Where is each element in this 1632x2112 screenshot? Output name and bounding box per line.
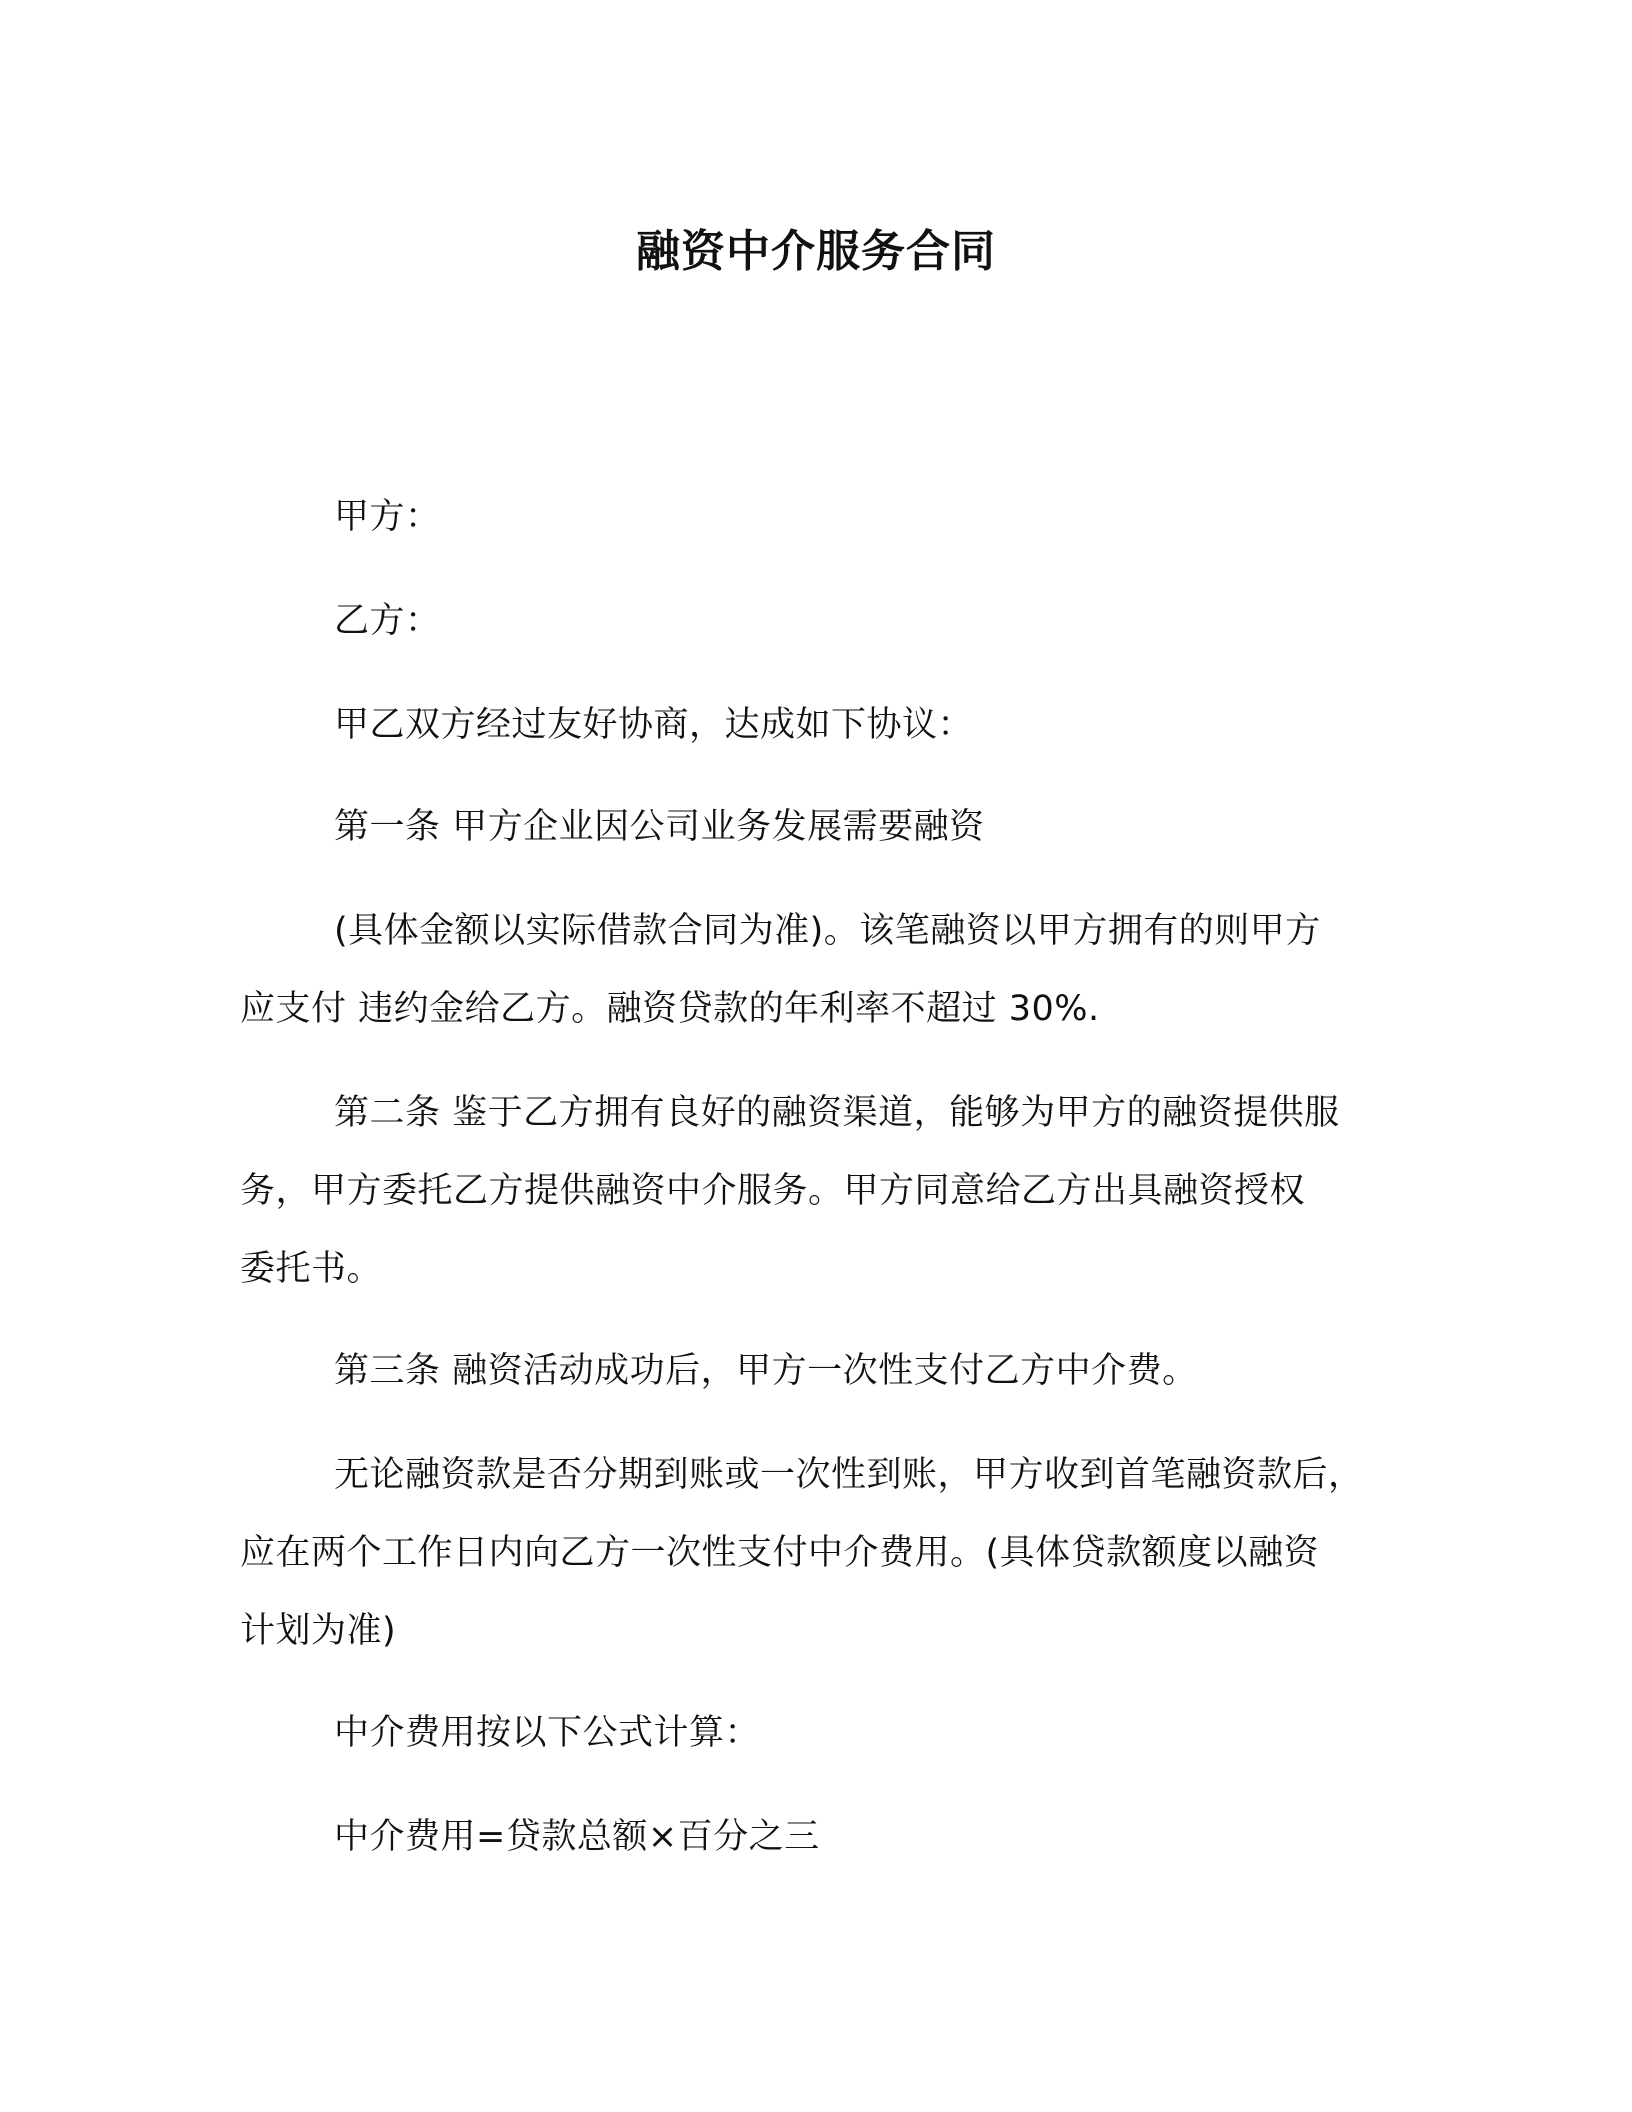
article-2-line-2: 务，甲方委托乙方提供融资中介服务。甲方同意给乙方出具融资授权 — [240, 1171, 1306, 1211]
article-2-line-3: 委托书。 — [240, 1249, 383, 1289]
fee-formula: 中介费用=贷款总额×百分之三 — [334, 1817, 820, 1857]
party-a-label: 甲方： — [334, 497, 441, 537]
payment-line-2: 应在两个工作日内向乙方一次性支付中介费用。(具体贷款额度以融资 — [240, 1533, 1320, 1573]
payment-line-1: 无论融资款是否分期到账或一次性到账，甲方收到首笔融资款后， — [334, 1455, 1364, 1495]
article-3-heading: 第三条 融资活动成功后，甲方一次性支付乙方中介费。 — [334, 1351, 1198, 1391]
article-1-heading: 第一条 甲方企业因公司业务发展需要融资 — [334, 807, 985, 847]
article-1-text-line-1: (具体金额以实际借款合同为准)。该笔融资以甲方拥有的则甲方 — [334, 911, 1321, 951]
intro-paragraph: 甲乙双方经过友好协商，达成如下协议： — [334, 705, 974, 745]
fee-intro: 中介费用按以下公式计算： — [334, 1713, 761, 1753]
party-b-label: 乙方： — [334, 601, 441, 641]
article-2-line-1: 第二条 鉴于乙方拥有良好的融资渠道，能够为甲方的融资提供服 — [334, 1093, 1340, 1133]
article-1-text-line-2: 应支付 违约金给乙方。融资贷款的年利率不超过 30%. — [240, 989, 1100, 1029]
document-title: 融资中介服务合同 — [636, 226, 996, 277]
payment-line-3: 计划为准) — [240, 1611, 397, 1651]
